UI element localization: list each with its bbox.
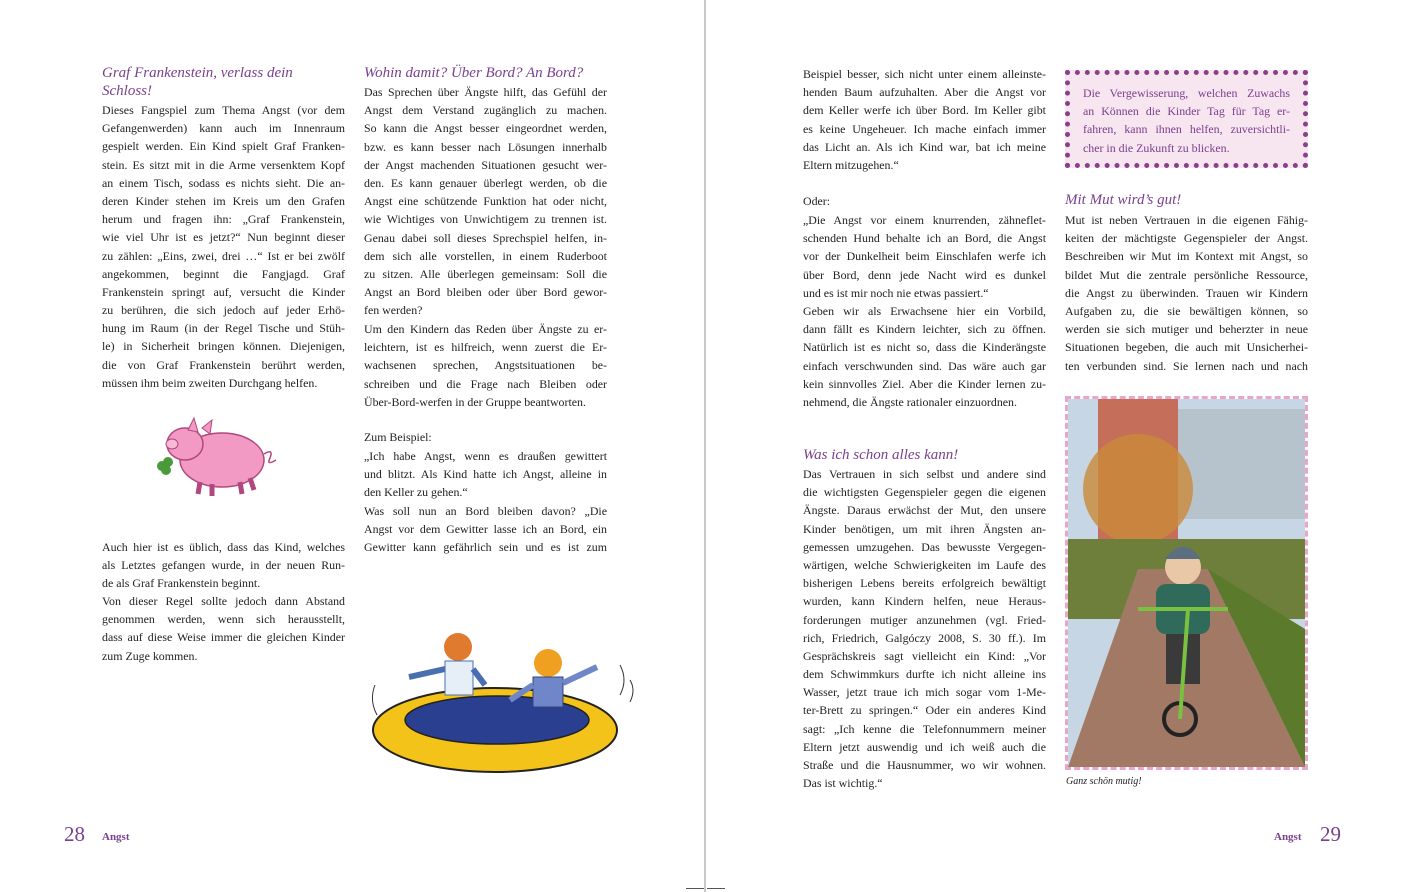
crop-mark: [686, 888, 704, 889]
text-line: bisherigen Lebens bereits erfolgreich bewältigt: [803, 576, 1046, 591]
text-line: Wasser, jetzt traue ich mich sogar vom 1-Me-: [803, 685, 1046, 700]
right-col-paragraph: [803, 211, 1046, 302]
text-line: Beispiel besser, sich nicht unter einem alleinste-: [803, 67, 1046, 81]
text-line: stein. Es sitzt mit in die Arme versenktem Kopf: [102, 157, 345, 172]
text-line: cher in die Zukunft zu blicken.: [1083, 140, 1230, 155]
text-line: die Angst zu überwinden. Trauen wir Kindern: [1065, 285, 1308, 300]
text-line: Situationen begeben, die auch mit Unsicherhei-: [1065, 340, 1308, 355]
pig-illustration: [150, 412, 280, 502]
text-line: Eltern mitzugehen.“: [803, 157, 899, 172]
text-line: Das Vertrauen in sich selbst und andere sind: [803, 467, 1046, 481]
text-line: Das Sprechen über Ängste hilft, das Gefühl der: [364, 85, 607, 99]
text-line: Kinder benötigen, um mit ihren Ängsten an-: [803, 521, 1046, 536]
text-line: So kann die Angst besser eingeordnet werden,: [364, 121, 607, 136]
text-line: sagt: „Ich kenne die Telefonnummern meiner: [803, 721, 1046, 736]
text-line: dem sich alle vorstellen, in einem Ruderboot: [364, 248, 607, 263]
mid-col-paragraph: [364, 447, 607, 502]
far-col-heading: [1065, 191, 1308, 209]
book-spine: [704, 0, 706, 892]
text-line: bildet Mut die zentrale persönliche Ressource,: [1065, 267, 1308, 282]
text-line: zu zählen: „Eins, zwei, drei …“ Ist er bei zwölf: [102, 248, 345, 263]
text-line: dass auf diese Weise immer die gleichen Kinder: [102, 630, 345, 645]
text-line: dem Keller werfe ich über Bord. Im Keller gibt: [803, 103, 1046, 118]
text-line: ten verbunden sind. Sie lernen nach und nach: [1065, 358, 1308, 373]
mid-col-paragraph: [364, 502, 607, 557]
text-line: und es ist mir noch nie etwas passiert.“: [803, 285, 989, 300]
text-line: ter-Brett zu springen.“ Oder ein anderes Kind: [803, 703, 1046, 718]
text-line: den. Es kann genauer überlegt werden, ob die: [364, 175, 607, 190]
text-line: Genau dabei soll dieses Sprechspiel helfen, in-: [364, 230, 607, 245]
text-line: herum und fragen ihn: „Graf Frankenstein,: [102, 212, 345, 227]
left-col-paragraph: [102, 592, 345, 665]
text-line: de als Graf Frankenstein beginnt.: [102, 576, 261, 591]
text-line: angekommen, beginnt die Fangjagd. Graf: [102, 266, 345, 281]
text-line: Angst eine schützende Funktion hat oder nicht,: [364, 194, 607, 209]
text-line: an einem Tisch, sodass es nichts sieht. Die an-: [102, 175, 345, 190]
mid-col-paragraph: [364, 428, 607, 446]
text-line: keiten der mächtigste Gegenspieler der Angst.: [1065, 231, 1308, 246]
text-line: werden sie sich mutiger und beherzter in neue: [1065, 322, 1308, 337]
text-line: Mut ist neben Vertrauen in die eigenen Fähig-: [1065, 213, 1308, 227]
text-line: deren Kinder stehen im Kreis um den Grafen: [102, 193, 345, 208]
right-col-paragraph: [803, 65, 1046, 174]
text-line: Beschreiben wir Mut im Kontext mit Angst, so: [1065, 249, 1308, 264]
text-line: rich, Friedrich, Galgóczy 2008, S. 30 ff.). Im: [803, 630, 1046, 645]
heading-line: Schloss!: [102, 83, 152, 100]
right-col-paragraph: [803, 302, 1046, 411]
left-col-heading: [102, 64, 345, 100]
text-line: kein sinnvolles Ziel. Aber die Kinder lernen zu-: [803, 376, 1046, 391]
text-line: müssen ihm beim zweiten Durchgang helfen.: [102, 375, 318, 390]
text-line: das Licht an. Als ich Kind war, bat ich meine: [803, 139, 1046, 154]
text-line: dann fällt es Kindern leichter, sich zu öffnen.: [803, 322, 1046, 337]
dinghy-children-illustration: [365, 625, 640, 785]
text-line: Aufgaben zu, die sie bewältigen können, so: [1065, 303, 1308, 318]
photo-child-on-balance-bike: [1065, 396, 1308, 770]
text-line: einfach verschwunden sind. Das wäre auch gar: [803, 358, 1046, 373]
mid-col-heading: [364, 64, 607, 82]
text-line: und blitzt. Als Kind hatte ich Angst, alleine in: [364, 467, 607, 482]
text-line: schenden Hund behalte ich an Bord, die Angst: [803, 231, 1046, 246]
text-line: hung im Raum (in der Regel Tische und Stüh-: [102, 321, 345, 336]
right-col-paragraph: [803, 465, 1046, 792]
text-line: wachsenen sprechen, Angstsituationen be-: [364, 358, 607, 373]
text-line: an Können die Kinder Tag für Tag er-: [1083, 104, 1290, 119]
text-line: Was soll nun an Bord bleiben davon? „Die: [364, 504, 607, 518]
text-line: wie viel Uhr ist es jetzt?“ Nun beginnt dieser: [102, 230, 345, 245]
page-number-right: 29: [1320, 822, 1341, 846]
text-line: Auch hier ist es üblich, dass das Kind, welches: [102, 540, 345, 554]
text-line: Eltern jetzt auswendig und ich weiß auch die: [803, 739, 1046, 754]
far-col-paragraph: [1065, 211, 1308, 375]
text-line: schreiben und die Frage nach Bleiben oder: [364, 376, 607, 391]
text-line: henden Baum aufzuhalten. Aber die Angst vor: [803, 85, 1046, 100]
text-line: Natürlich ist es nicht so, dass die Kinderängste: [803, 340, 1046, 355]
text-line: gespielt werden. Ein Kind spielt Graf Franken-: [102, 139, 345, 154]
text-line: genommen werden, wenn sich herausstellt,: [102, 612, 345, 627]
heading-line: Mit Mut wird’s gut!: [1065, 192, 1182, 208]
text-line: gemessen umzugehen. Das bewusste Vergegen-: [803, 539, 1046, 554]
heading-line: Wohin damit? Über Bord? An Bord?: [364, 65, 584, 81]
text-line: Das ist wichtig.“: [803, 776, 883, 791]
text-line: wurden, kann Kindern helfen, neue Heraus-: [803, 594, 1046, 609]
text-line: Geben wir als Erwachsene hier ein Vorbild,: [803, 304, 1046, 318]
text-line: Dieses Fangspiel zum Thema Angst (vor dem: [102, 103, 345, 117]
text-line: Um den Kindern das Reden über Ängste zu er-: [364, 322, 607, 336]
text-line: nehmend, die Ängste rationaler einzuordnen.: [803, 394, 1017, 409]
text-line: die von Graf Frankenstein berührt werden,: [102, 357, 345, 372]
text-line: wärtigen, welche Schwierigkeiten im Laufe des: [803, 557, 1046, 572]
text-line: leichtern, ist es hilfreich, wenn zuerst die Er-: [364, 340, 607, 355]
running-head-right: Angst: [1274, 831, 1302, 843]
photo-caption: Ganz schön mutig!: [1066, 776, 1142, 787]
text-line: zum Zuge kommen.: [102, 648, 198, 663]
text-line: die wichtigsten Gegenspieler gegen die eigenen: [803, 485, 1046, 500]
text-line: Über-Bord-werfen in der Gruppe beantworten.: [364, 394, 586, 409]
mid-col-paragraph: [364, 83, 607, 319]
text-line: der Angst machenden Situationen gesucht wer-: [364, 157, 607, 172]
heading-line: Graf Frankenstein, verlass dein: [102, 65, 293, 81]
text-line: Angst vor dem Gewitter lasse ich an Bord, ein: [364, 522, 607, 537]
mid-col-paragraph: [364, 320, 607, 411]
text-line: „Die Angst vor einem knurrenden, zähneflet-: [803, 213, 1046, 227]
text-line: Zum Beispiel:: [364, 430, 432, 444]
text-line: Von dieser Regel sollte jedoch dann Abstand: [102, 594, 345, 608]
text-line: zu berühren, die sich jedoch auf jeder Erhö-: [102, 303, 345, 318]
text-line: dem Schwimmkurs durfte ich nicht alleine ins: [803, 667, 1046, 682]
right-col-paragraph: [803, 192, 1046, 210]
text-line: den Keller zu gehen.“: [364, 485, 468, 500]
text-line: „Ich habe Angst, wenn es draußen gewittert: [364, 449, 607, 463]
text-line: bzw. es kann besser nach Lösungen innerhalb: [364, 139, 607, 154]
photo-image: [1068, 399, 1305, 767]
text-line: Gesprächskreis sagt vielleicht ein Kind: „Vor: [803, 648, 1046, 663]
text-line: fen werden?: [364, 303, 423, 318]
text-line: Straße und die Hausnummer, wo wir wohnen.: [803, 758, 1046, 772]
text-line: Angst an Bord bleiben oder über Bord gewor-: [364, 285, 607, 300]
text-line: über Bord, denn jede Nacht wird es dunkel: [803, 267, 1046, 282]
callout-text: [1083, 84, 1290, 157]
text-line: Ängste. Daraus erwächst der Mut, den unsere: [803, 503, 1046, 518]
crop-mark: [707, 888, 725, 889]
text-line: Oder:: [803, 194, 831, 208]
text-line: Frankenstein springt auf, versucht die Kinder: [102, 284, 345, 299]
text-line: vor der Dunkelheit beim Einschlafen werfe ich: [803, 249, 1046, 264]
running-head-left: Angst: [102, 831, 130, 843]
text-line: Die Vergewisserung, welchen Zuwachs: [1083, 86, 1290, 100]
heading-line: Was ich schon alles kann!: [803, 447, 959, 463]
right-col-heading: [803, 446, 1046, 464]
page-number-left: 28: [64, 822, 85, 846]
text-line: es keine Ungeheuer. Ich mache einfach immer: [803, 121, 1046, 136]
left-col-paragraph: [102, 101, 345, 392]
text-line: Gefangenwerden) kann auch im Innenraum: [102, 121, 345, 136]
callout-box: [1065, 70, 1308, 168]
text-line: Angst dem Verstand zugänglich zu machen.: [364, 103, 607, 118]
text-line: forderungen mutiger anzunehmen (vgl. Fried-: [803, 612, 1046, 627]
text-line: als Letztes gefangen wurde, in der neuen Run-: [102, 558, 345, 573]
text-line: fahren, kann ihnen helfen, zuversichtli-: [1083, 122, 1290, 137]
text-line: le) in Sicherheit bringen können. Diejenigen,: [102, 339, 345, 354]
text-line: wie Wichtiges von Unwichtigem zu trennen ist.: [364, 212, 607, 227]
text-line: Gewitter kann gefährlich sein und es ist zum: [364, 540, 607, 555]
left-col-paragraph: [102, 538, 345, 593]
text-line: zu sitzen. Alle überlegen gemeinsam: Soll die: [364, 266, 607, 281]
